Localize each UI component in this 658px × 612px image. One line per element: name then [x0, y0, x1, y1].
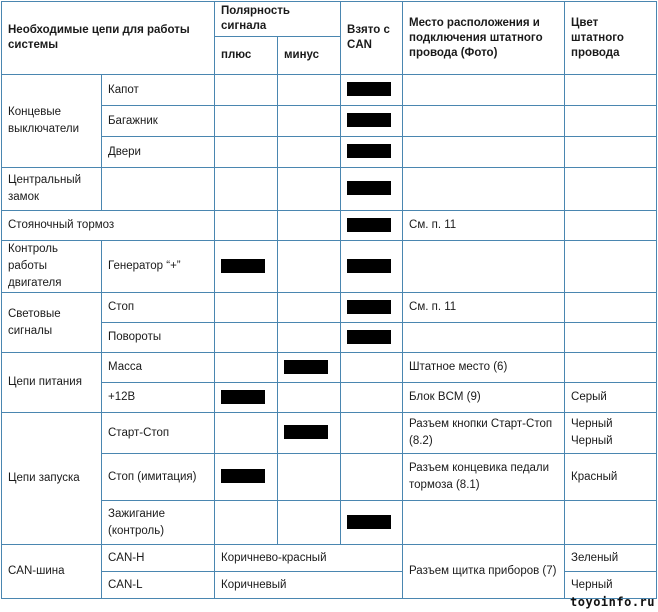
table-row [2, 211, 657, 241]
table-row [2, 168, 657, 211]
row-doors: Двери [102, 137, 215, 168]
can-marker [347, 82, 391, 96]
row-trunk: Багажник [102, 106, 215, 137]
row-can-h: CAN-H [102, 545, 215, 572]
can-marker [347, 144, 391, 158]
header-polarity: Полярность сигнала [215, 2, 341, 37]
group-central-lock: Центральный замок [2, 168, 102, 211]
cell-color: Зеленый [565, 545, 657, 572]
cell-color: Черный [565, 572, 657, 599]
cell-location: См. п. 11 [403, 211, 565, 241]
cell-location: Блок BCM (9) [403, 383, 565, 413]
group-light-signals: Световые сигналы [2, 293, 102, 353]
row-ignition: Зажигание (контроль) [102, 501, 215, 545]
plus-marker [221, 390, 265, 404]
watermark: toyoinfo.ru [570, 595, 655, 609]
can-marker [347, 515, 391, 529]
header-location: Место расположения и подключения штатного провода (Фото) [403, 2, 565, 75]
header-plus: плюс [215, 37, 278, 75]
row-stop-imitation: Стоп (имитация) [102, 454, 215, 501]
plus-marker [221, 469, 265, 483]
plus-marker [221, 259, 265, 273]
row-stop: Стоп [102, 293, 215, 323]
can-marker [347, 300, 391, 314]
cell-location: Штатное место (6) [403, 353, 565, 383]
can-marker [347, 181, 391, 195]
header-row [2, 2, 657, 37]
group-power-circuits: Цепи питания [2, 353, 102, 413]
header-minus: минус [278, 37, 341, 75]
cell-location: Разъем концевика педали тормоза (8.1) [403, 454, 565, 501]
can-marker [347, 113, 391, 127]
header-circuits: Необходимые цепи для работы системы [2, 2, 215, 75]
group-limit-switches: Концевые выключатели [2, 75, 102, 168]
row-can-l: CAN-L [102, 572, 215, 599]
table-row [2, 545, 657, 572]
cell-location: Разъем кнопки Старт-Стоп (8.2) [403, 413, 565, 454]
minus-marker [284, 425, 328, 439]
header-color: Цвет штатного провода [565, 2, 657, 75]
table-row [2, 413, 657, 454]
can-marker [347, 259, 391, 273]
row-start-stop: Старт-Стоп [102, 413, 215, 454]
can-marker [347, 330, 391, 344]
group-engine-control: Контроль работы двигателя [2, 241, 102, 293]
group-can-bus: CAN-шина [2, 545, 102, 599]
minus-marker [284, 360, 328, 374]
cell-polarity: Коричнево-красный [215, 545, 403, 572]
row-ground: Масса [102, 353, 215, 383]
table-row [2, 241, 657, 293]
row-generator: Генератор “+” [102, 241, 215, 293]
table-row [2, 75, 657, 106]
row-plus12: +12В [102, 383, 215, 413]
row-turns: Повороты [102, 323, 215, 353]
cell-location: См. п. 11 [403, 293, 565, 323]
cell-color: Красный [565, 454, 657, 501]
group-start-circuits: Цепи запуска [2, 413, 102, 545]
can-marker [347, 218, 391, 232]
header-can: Взято с CAN [341, 2, 403, 75]
cell-color: Черный Черный [565, 413, 657, 454]
cell-location: Разъем щитка приборов (7) [403, 545, 565, 599]
table-row [2, 353, 657, 383]
table-row [2, 293, 657, 323]
cell-color: Серый [565, 383, 657, 413]
wiring-table [1, 1, 657, 599]
group-parking-brake: Стояночный тормоз [2, 211, 215, 241]
row-hood: Капот [102, 75, 215, 106]
cell-polarity: Коричневый [215, 572, 403, 599]
